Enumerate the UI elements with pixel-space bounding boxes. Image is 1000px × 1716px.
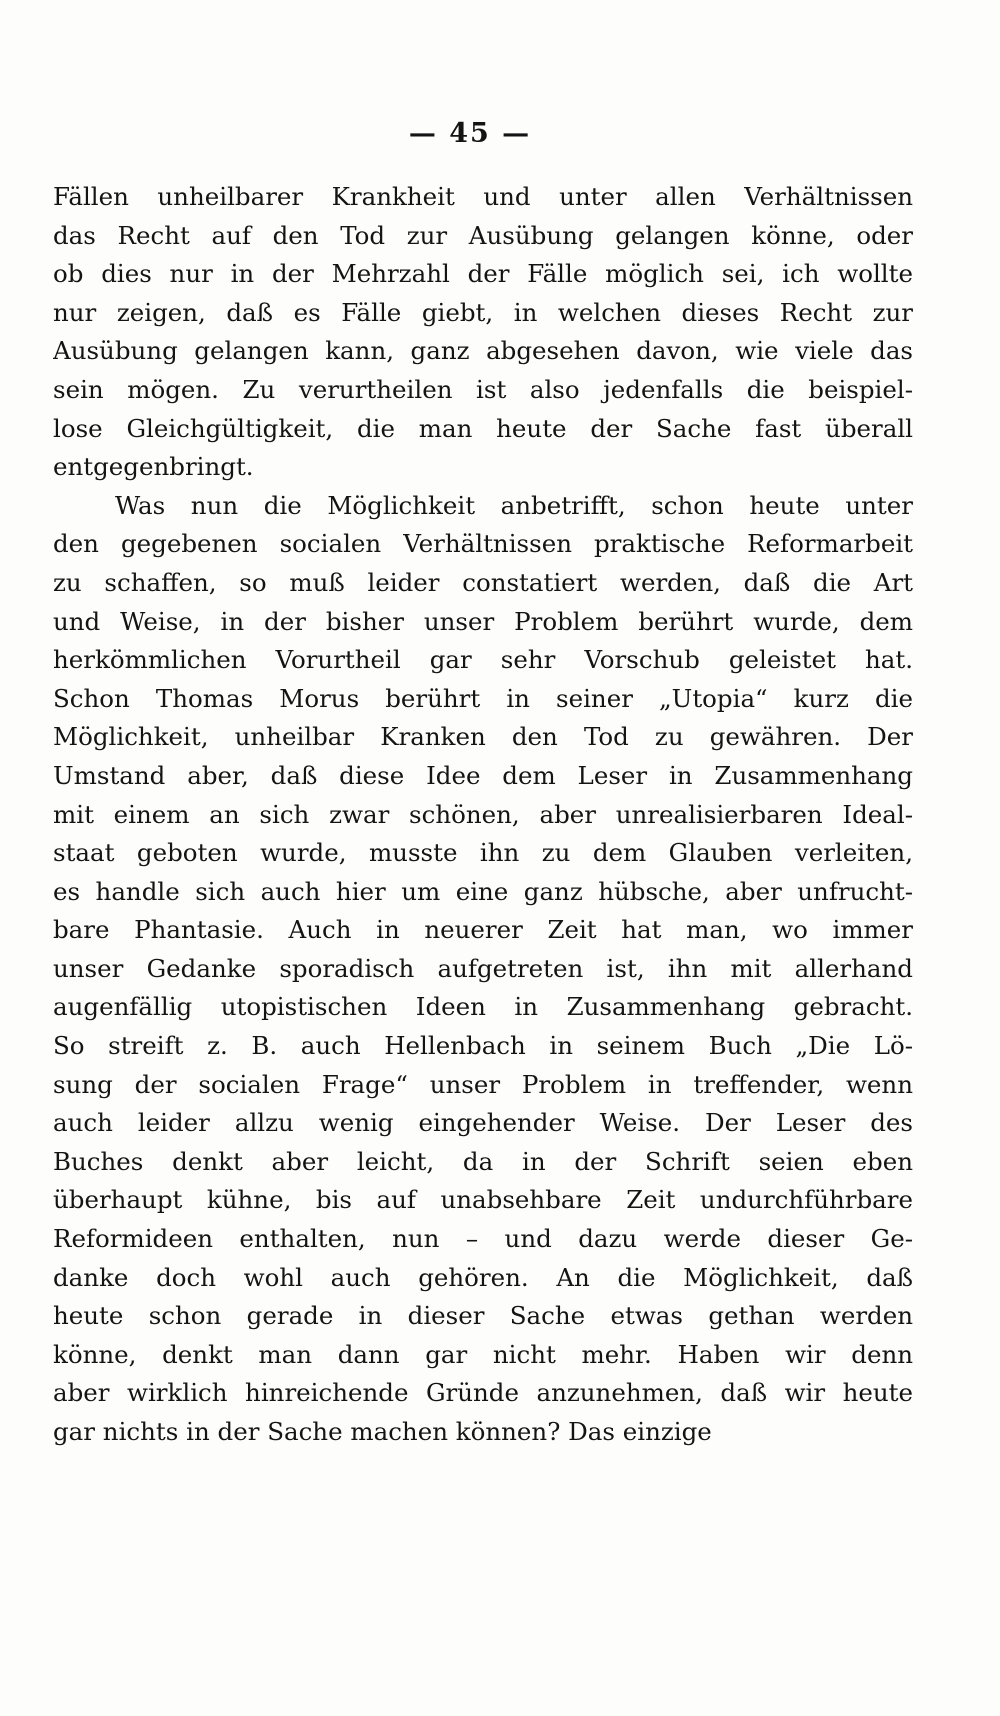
text-line: Reformideen enthalten, nun – und dazu werde dieser Ge- [53,1224,913,1254]
text-line: zu schaffen, so muß leider constatiert werden, daß die Art [53,567,913,597]
text-line: nur zeigen, daß es Fälle giebt, in welchen dieses Recht zur [53,297,913,327]
text-line: könne, denkt man dann gar nicht mehr. Haben wir denn [53,1339,913,1369]
text-line: Umstand aber, daß diese Idee dem Leser in Zusammenhang [53,760,913,790]
text-line: herkömmlichen Vorurtheil gar sehr Vorschub geleistet hat. [53,645,913,675]
text-line: den gegebenen socialen Verhältnissen praktische Reformarbeit [53,529,913,559]
text-line: sein mögen. Zu verurtheilen ist also jedenfalls die beispiel- [53,374,913,404]
text-line: danke doch wohl auch gehören. An die Möglichkeit, daß [53,1262,913,1292]
text-line: unser Gedanke sporadisch aufgetreten ist, ihn mit allerhand [53,953,913,983]
text-line: das Recht auf den Tod zur Ausübung gelangen könne, oder [53,220,913,250]
text-line: lose Gleichgültigkeit, die man heute der Sache fast überall [53,413,913,443]
body-text [53,178,913,1452]
text-line: Buches denkt aber leicht, da in der Schrift seien eben [53,1146,913,1176]
text-line: auch leider allzu wenig eingehender Weise. Der Leser des [53,1108,913,1138]
text-line: entgegenbringt. [53,452,254,482]
page-number: — 45 — [408,118,532,149]
text-line: und Weise, in der bisher unser Problem berührt wurde, dem [53,606,913,636]
text-line: ob dies nur in der Mehrzahl der Fälle möglich sei, ich wollte [53,259,913,289]
text-line: So streift z. B. auch Hellenbach in seinem Buch „Die Lö- [53,1031,913,1061]
text-line: heute schon gerade in dieser Sache etwas gethan werden [53,1301,913,1331]
text-line: überhaupt kühne, bis auf unabsehbare Zeit undurchführbare [53,1185,913,1215]
text-line: augenfällig utopistischen Ideen in Zusammenhang gebracht. [53,992,913,1022]
text-line: es handle sich auch hier um eine ganz hübsche, aber unfrucht- [53,876,913,906]
text-line: gar nichts in der Sache machen können? Das einzige [53,1417,712,1446]
text-line: Fällen unheilbarer Krankheit und unter allen Verhältnissen [53,182,913,211]
text-line: mit einem an sich zwar schönen, aber unrealisierbaren Ideal- [53,799,913,829]
text-line: Schon Thomas Morus berührt in seiner „Utopia“ kurz die [53,683,913,713]
text-line: bare Phantasie. Auch in neuerer Zeit hat man, wo immer [53,915,913,945]
text-line: staat geboten wurde, musste ihn zu dem Glauben verleiten, [53,838,913,868]
text-line: Möglichkeit, unheilbar Kranken den Tod zu gewähren. Der [53,722,913,752]
paragraph-start-line: Was nun die Möglichkeit anbetrifft, schon heute unter [115,490,913,520]
text-line: sung der socialen Frage“ unser Problem in treffender, wenn [53,1069,913,1099]
text-line: aber wirklich hinreichende Gründe anzunehmen, daß wir heute [53,1378,913,1408]
text-line: Ausübung gelangen kann, ganz abgesehen davon, wie viele das [53,336,913,366]
